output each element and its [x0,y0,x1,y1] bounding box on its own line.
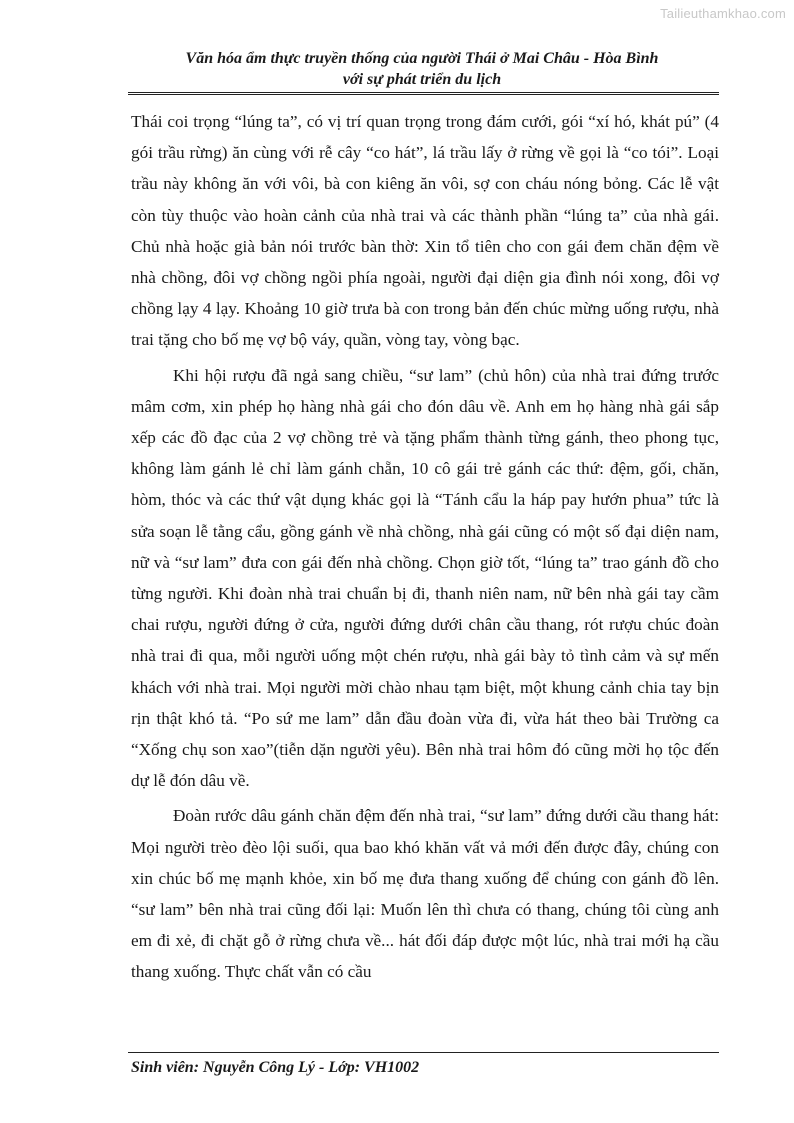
running-footer: Sinh viên: Nguyễn Công Lý - Lớp: VH1002 [131,1059,420,1076]
document-body [131,106,719,992]
header-title-line-2: với sự phát triển du lịch [342,71,502,88]
paragraph: Khi hội rượu đã ngả sang chiều, “sư lam” (chủ hôn) của nhà trai đứng trước mâm cơm, xin phép họ hàng nhà gái cho đón dâu về. Anh em họ hàng nhà gái sắp xếp các đồ đạc của 2 vợ chồng trẻ và tặng phẩm thành từng gánh, theo phong tục, không làm gánh lẻ chỉ làm gánh chẵn, 10 cô gái trẻ gánh các thứ: đệm, gối, chăn, hòm, thóc và các thứ vật dụng khác gọi là “Tánh cẩu la háp pay hướn phua” tức là sửa soạn lễ tằng cẩu, gồng gánh về nhà chồng, nhà gái cũng có một số đại diện nam, nữ và “sư lam” đưa con gái đến nhà chồng. Chọn giờ tốt, “lúng ta” trao gánh đồ cho từng người. Khi đoàn nhà trai chuẩn bị đi, thanh niên nam, nữ bên nhà gái tay cầm chai rượu, người đứng ở cửa, người đứng dưới chân cầu thang, rót rượu chúc đoàn nhà trai đi qua, mỗi người uống một chén rượu, nhà gái bày tỏ tình cảm và sự mến khách với nhà trai. Mọi người mời chào nhau tạm biệt, một khung cảnh chia tay bịn rịn thật khó tả. “Po sứ me lam” dẫn đầu đoàn vừa đi, vừa hát theo bài Trường ca “Xống chụ son xao”(tiễn dặn người yêu). Bên nhà trai hôm đó cũng mời họ tộc đến dự lễ đón dâu về. [131,365,719,791]
watermark: Tailieuthamkhao.com [660,6,786,21]
footer-divider [128,1052,719,1053]
running-header [128,48,716,90]
paragraph: Đoàn rước dâu gánh chăn đệm đến nhà trai, “sư lam” đứng dưới cầu thang hát: Mọi người trèo đèo lội suối, qua bao khó khăn vất vả mới đến được đây, chúng con xin chúc bố mẹ mạnh khỏe, xin bố mẹ đưa thang xuống để chúng con gánh đồ lên. “sư lam” bên nhà trai cũng đối lại: Muốn lên thì chưa có thang, chúng tôi cùng anh em đi xẻ, đi chặt gỗ ở rừng chưa về... hát đối đáp được một lúc, nhà trai mới hạ cầu thang xuống. Thực chất vẫn có cầu [131,806,719,982]
header-divider [128,92,719,95]
header-title-line-1: Văn hóa ẩm thực truyền thống của người Thái ở Mai Châu - Hòa Bình [185,50,659,67]
paragraph-continuation: Thái coi trọng “lúng ta”, có vị trí quan trọng trong đám cưới, gói “xí hó, khát pú” (4 gói trầu rừng) ăn cùng với rễ cây “co hát”, lá trầu lấy ở rừng về gọi là “co tói”. Loại trầu này không ăn với vôi, bà con kiêng ăn vôi, sợ con cháu nóng bỏng. Các lễ vật còn tùy thuộc vào hoàn cảnh của nhà trai và các thành phần “lúng ta” của nhà gái. Chủ nhà hoặc già bản nói trước bàn thờ: Xin tổ tiên cho con gái đem chăn đệm về nhà chồng, đôi vợ chồng ngồi phía ngoài, người đại diện gia đình nói xong, đôi vợ chồng lạy 4 lạy. Khoảng 10 giờ trưa bà con trong bản đến chúc mừng uống rượu, nhà trai tặng cho bố mẹ vợ bộ váy, quần, vòng tay, vòng bạc. [131,112,719,350]
